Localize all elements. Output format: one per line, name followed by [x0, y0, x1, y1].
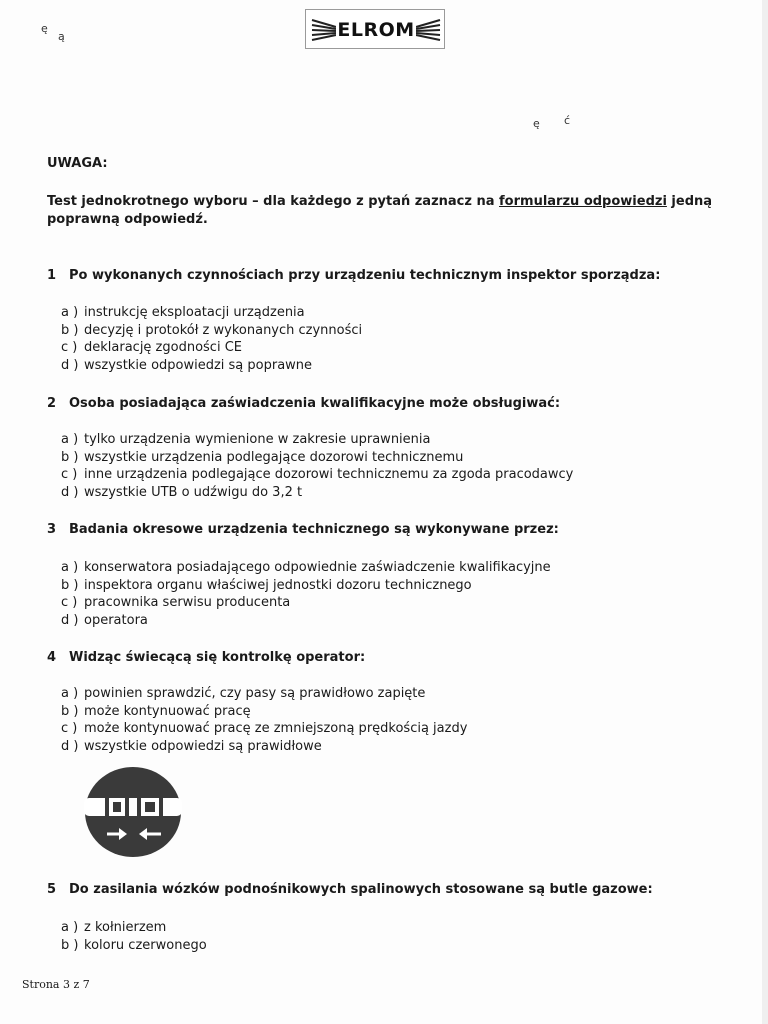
question-1	[47, 268, 660, 283]
question-2	[47, 396, 560, 411]
stray-mark: ę	[533, 117, 540, 130]
answer-text: pracownika serwisu producenta	[84, 595, 291, 611]
answer-text: z kołnierzem	[84, 920, 167, 935]
question-number: 1	[47, 268, 57, 283]
answer-item	[61, 738, 467, 756]
question-number: 4	[47, 650, 57, 665]
answer-letter: b )	[61, 322, 79, 338]
answer-item	[61, 612, 551, 630]
question-number: 2	[47, 396, 57, 411]
elrom-logo	[305, 9, 445, 49]
answer-list-3	[61, 559, 551, 629]
notice-text	[47, 193, 727, 229]
answer-item	[61, 919, 207, 937]
answer-list-2	[61, 431, 573, 501]
answer-text: deklarację zgodności CE	[84, 340, 242, 356]
answer-item	[61, 577, 551, 595]
answer-letter: b )	[61, 703, 79, 719]
question-number: 3	[47, 522, 57, 537]
answer-item	[61, 559, 551, 577]
seatbelt-warning-icon	[81, 766, 185, 862]
question-text: Osoba posiadająca zaświadczenia kwalifikacyjne może obsługiwać:	[69, 396, 561, 411]
answer-text: tylko urządzenia wymienione w zakresie uprawnienia	[84, 432, 431, 447]
answer-text: może kontynuować pracę ze zmniejszoną prędkością jazdy	[84, 721, 468, 737]
answer-letter: c )	[61, 340, 78, 356]
answer-text: wszystkie UTB o udźwigu do 3,2 t	[84, 484, 303, 500]
answer-letter: a )	[61, 560, 79, 575]
answer-item	[61, 357, 362, 375]
scan-edge	[762, 0, 768, 1024]
answer-letter: b )	[61, 937, 79, 953]
stray-mark: ć	[564, 114, 571, 127]
answer-text: decyzję i protokół z wykonanych czynności	[84, 322, 363, 338]
answer-list-4	[61, 685, 467, 755]
answer-letter: d )	[61, 484, 79, 500]
answer-letter: d )	[61, 612, 79, 628]
answer-item	[61, 703, 467, 721]
question-5	[47, 882, 653, 897]
answer-list-5	[61, 919, 207, 954]
answer-letter: a )	[61, 432, 79, 447]
answer-text: wszystkie urządzenia podlegające dozorowi technicznemu	[84, 449, 464, 465]
answer-item	[61, 449, 573, 467]
answer-letter: d )	[61, 357, 79, 373]
question-number: 5	[47, 882, 57, 897]
logo-text: ELROM	[337, 19, 415, 41]
answer-item	[61, 937, 207, 955]
notice-title: UWAGA:	[47, 156, 108, 171]
answer-text: instrukcję eksploatacji urządzenia	[84, 305, 305, 320]
stray-mark: ę	[41, 22, 48, 35]
question-4	[47, 650, 365, 665]
answer-item	[61, 720, 467, 738]
answer-text: wszystkie odpowiedzi są poprawne	[84, 357, 313, 373]
answer-letter: b )	[61, 577, 79, 593]
notice-text-part: Test jednokrotnego wyboru – dla każdego z pytań zaznacz na	[47, 194, 500, 209]
answer-text: inspektora organu właściwej jednostki dozoru technicznego	[84, 577, 472, 593]
answer-letter: c )	[61, 467, 78, 483]
stray-mark: ą	[58, 30, 65, 43]
question-text: Widząc świecącą się kontrolkę operator:	[69, 650, 366, 665]
answer-letter: c )	[61, 721, 78, 737]
notice-text-underlined: formularzu odpowiedzi	[499, 194, 667, 209]
page-footer: Strona 3 z 7	[22, 978, 90, 991]
answer-item	[61, 685, 467, 703]
answer-text: koloru czerwonego	[84, 937, 207, 953]
question-text: Badania okresowe urządzenia technicznego są wykonywane przez:	[69, 522, 559, 537]
answer-text: inne urządzenia podlegające dozorowi technicznemu za zgoda pracodawcy	[84, 467, 574, 483]
answer-text: powinien sprawdzić, czy pasy są prawidłowo zapięte	[84, 686, 426, 701]
question-text: Do zasilania wózków podnośnikowych spalinowych stosowane są butle gazowe:	[69, 882, 653, 897]
notice-text-part: jedną poprawną odpowiedź.	[47, 194, 713, 227]
answer-letter: a )	[61, 920, 79, 935]
answer-item	[61, 322, 362, 340]
answer-item	[61, 339, 362, 357]
answer-item	[61, 304, 362, 322]
answer-letter: a )	[61, 305, 79, 320]
answer-letter: b )	[61, 449, 79, 465]
answer-letter: c )	[61, 595, 78, 611]
question-text: Po wykonanych czynnościach przy urządzeniu technicznym inspektor sporządza:	[69, 268, 661, 283]
answer-text: konserwatora posiadającego odpowiednie zaświadczenie kwalifikacyjne	[84, 560, 551, 575]
answer-text: może kontynuować pracę	[84, 703, 251, 719]
answer-item	[61, 484, 573, 502]
question-3	[47, 522, 559, 537]
answer-list-1	[61, 304, 362, 374]
answer-text: operatora	[84, 612, 148, 628]
answer-letter: d )	[61, 738, 79, 754]
answer-item	[61, 431, 573, 449]
answer-text: wszystkie odpowiedzi są prawidłowe	[84, 738, 322, 754]
answer-item	[61, 466, 573, 484]
answer-letter: a )	[61, 686, 79, 701]
answer-item	[61, 594, 551, 612]
